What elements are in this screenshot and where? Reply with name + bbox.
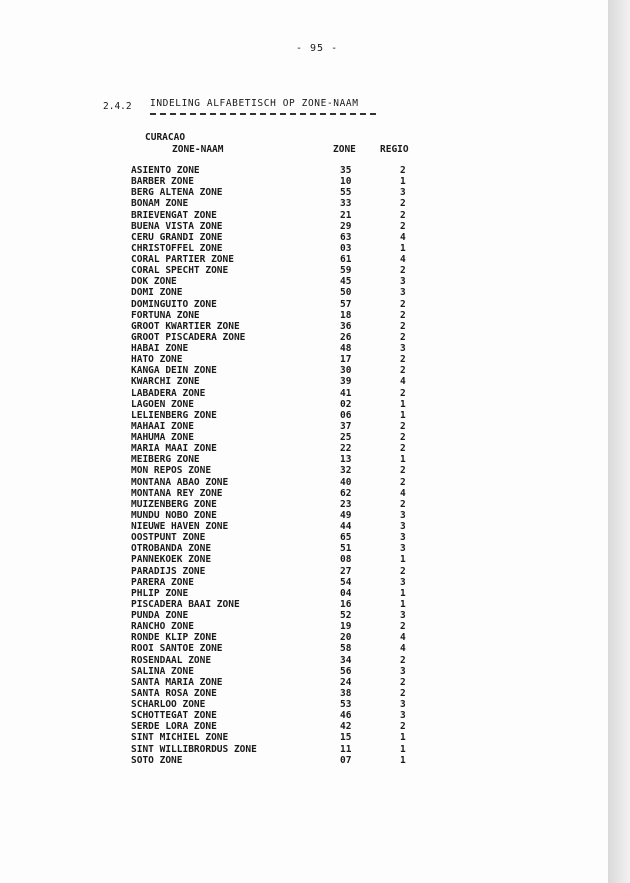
zone-name-cell: SINT WILLIBRORDUS ZONE xyxy=(131,743,257,755)
regio-cell: 1 xyxy=(400,398,406,410)
regio-cell: 2 xyxy=(400,298,406,310)
table-row xyxy=(0,165,608,176)
regio-cell: 4 xyxy=(400,231,406,243)
zone-name-cell: BARBER ZONE xyxy=(131,176,194,188)
zone-name-cell: PARADIJS ZONE xyxy=(131,565,206,577)
regio-cell: 3 xyxy=(400,699,406,710)
table-row xyxy=(0,198,608,209)
zone-name-cell: SANTA ROSA ZONE xyxy=(131,687,217,699)
zone-number-cell: 06 xyxy=(340,409,352,421)
regio-cell: 2 xyxy=(400,265,406,277)
zone-name-cell: PANNEKOEK ZONE xyxy=(131,554,212,566)
zone-number-cell: 24 xyxy=(340,676,352,688)
table-row xyxy=(0,376,608,387)
regio-cell: 4 xyxy=(400,254,406,265)
zone-number-cell: 44 xyxy=(340,521,352,532)
zone-number-cell: 62 xyxy=(340,487,352,499)
zone-number-cell: 17 xyxy=(340,354,352,366)
table-row xyxy=(0,287,608,298)
zone-table xyxy=(0,165,608,766)
zone-number-cell: 04 xyxy=(340,587,352,599)
regio-cell: 3 xyxy=(400,521,406,532)
zone-name-cell: BONAM ZONE xyxy=(131,198,189,210)
zone-name-cell: ROSENDAAL ZONE xyxy=(131,654,212,666)
zone-name-cell: SOTO ZONE xyxy=(131,754,183,766)
zone-name-cell: PUNDA ZONE xyxy=(131,610,189,621)
title-underline xyxy=(150,113,376,115)
column-header-zone: ZONE xyxy=(333,144,356,155)
zone-number-cell: 26 xyxy=(340,331,352,343)
table-row xyxy=(0,588,608,599)
zone-number-cell: 10 xyxy=(340,176,352,188)
zone-number-cell: 22 xyxy=(340,443,352,455)
zone-name-cell: MAHUMA ZONE xyxy=(131,432,194,443)
table-row xyxy=(0,543,608,554)
zone-number-cell: 41 xyxy=(340,387,352,399)
zone-name-cell: SANTA MARIA ZONE xyxy=(131,676,223,688)
zone-name-cell: MARIA MAAI ZONE xyxy=(131,443,217,455)
regio-cell: 2 xyxy=(400,721,406,733)
table-row xyxy=(0,666,608,677)
zone-name-cell: LELIENBERG ZONE xyxy=(131,409,217,421)
regio-cell: 1 xyxy=(400,754,406,766)
zone-number-cell: 38 xyxy=(340,687,352,699)
table-row xyxy=(0,443,608,454)
table-row xyxy=(0,699,608,710)
regio-cell: 2 xyxy=(400,676,406,688)
zone-number-cell: 07 xyxy=(340,754,352,766)
zone-number-cell: 53 xyxy=(340,699,352,710)
zone-name-cell: SALINA ZONE xyxy=(131,665,194,677)
table-row xyxy=(0,310,608,321)
table-row xyxy=(0,299,608,310)
regio-cell: 2 xyxy=(400,331,406,343)
regio-cell: 3 xyxy=(400,610,406,621)
table-row xyxy=(0,343,608,354)
table-row xyxy=(0,532,608,543)
column-header-zone-naam: ZONE-NAAM xyxy=(172,144,224,155)
zone-number-cell: 40 xyxy=(340,476,352,488)
zone-number-cell: 18 xyxy=(340,309,352,321)
table-row xyxy=(0,232,608,243)
zone-number-cell: 30 xyxy=(340,365,352,377)
table-row xyxy=(0,187,608,198)
table-row xyxy=(0,655,608,666)
table-row xyxy=(0,454,608,465)
zone-number-cell: 08 xyxy=(340,554,352,566)
table-row xyxy=(0,643,608,654)
zone-name-cell: GROOT KWARTIER ZONE xyxy=(131,320,240,332)
table-row xyxy=(0,577,608,588)
table-row xyxy=(0,688,608,699)
table-row xyxy=(0,210,608,221)
regio-cell: 1 xyxy=(400,732,406,744)
table-row xyxy=(0,621,608,632)
zone-name-cell: SINT MICHIEL ZONE xyxy=(131,732,229,744)
zone-number-cell: 23 xyxy=(340,498,352,510)
regio-cell: 2 xyxy=(400,320,406,332)
zone-number-cell: 33 xyxy=(340,198,352,210)
zone-number-cell: 36 xyxy=(340,320,352,332)
zone-name-cell: ROOI SANTOE ZONE xyxy=(131,643,223,655)
zone-name-cell: NIEUWE HAVEN ZONE xyxy=(131,521,229,532)
regio-cell: 2 xyxy=(400,354,406,366)
zone-number-cell: 46 xyxy=(340,710,352,722)
zone-number-cell: 49 xyxy=(340,509,352,521)
zone-number-cell: 03 xyxy=(340,242,352,254)
table-row xyxy=(0,354,608,365)
table-row xyxy=(0,721,608,732)
table-row xyxy=(0,566,608,577)
regio-cell: 3 xyxy=(400,665,406,677)
zone-name-cell: DOK ZONE xyxy=(131,276,177,288)
regio-cell: 4 xyxy=(400,487,406,499)
zone-number-cell: 56 xyxy=(340,665,352,677)
zone-number-cell: 59 xyxy=(340,265,352,277)
table-row xyxy=(0,276,608,287)
zone-name-cell: RONDE KLIP ZONE xyxy=(131,632,217,644)
zone-name-cell: KANGA DEIN ZONE xyxy=(131,365,217,377)
table-row xyxy=(0,176,608,187)
regio-cell: 2 xyxy=(400,687,406,699)
zone-name-cell: OTROBANDA ZONE xyxy=(131,543,212,555)
zone-number-cell: 58 xyxy=(340,643,352,655)
zone-name-cell: SERDE LORA ZONE xyxy=(131,721,217,733)
table-row xyxy=(0,410,608,421)
regio-cell: 1 xyxy=(400,454,406,466)
zone-number-cell: 27 xyxy=(340,565,352,577)
table-row xyxy=(0,221,608,232)
regio-cell: 3 xyxy=(400,532,406,544)
zone-number-cell: 37 xyxy=(340,420,352,432)
zone-name-cell: FORTUNA ZONE xyxy=(131,309,200,321)
zone-name-cell: HATO ZONE xyxy=(131,354,183,366)
zone-number-cell: 25 xyxy=(340,432,352,443)
table-row xyxy=(0,710,608,721)
zone-name-cell: CHRISTOFFEL ZONE xyxy=(131,242,223,254)
regio-cell: 1 xyxy=(400,176,406,188)
regio-cell: 1 xyxy=(400,409,406,421)
table-row xyxy=(0,554,608,565)
regio-cell: 3 xyxy=(400,710,406,722)
zone-number-cell: 51 xyxy=(340,543,352,555)
zone-number-cell: 32 xyxy=(340,465,352,477)
regio-cell: 2 xyxy=(400,387,406,399)
zone-name-cell: LAGOEN ZONE xyxy=(131,398,194,410)
regio-cell: 2 xyxy=(400,420,406,432)
table-row xyxy=(0,321,608,332)
zone-number-cell: 16 xyxy=(340,598,352,610)
table-row xyxy=(0,432,608,443)
zone-name-cell: PISCADERA BAAI ZONE xyxy=(131,598,240,610)
region-name: CURACAO xyxy=(145,132,186,143)
regio-cell: 2 xyxy=(400,465,406,477)
table-row xyxy=(0,521,608,532)
page-number: - 95 - xyxy=(296,43,339,54)
zone-number-cell: 02 xyxy=(340,398,352,410)
zone-number-cell: 15 xyxy=(340,732,352,744)
regio-cell: 3 xyxy=(400,343,406,354)
zone-name-cell: BRIEVENGAT ZONE xyxy=(131,209,217,221)
zone-name-cell: CERU GRANDI ZONE xyxy=(131,231,223,243)
regio-cell: 2 xyxy=(400,432,406,443)
page-edge xyxy=(608,0,630,883)
regio-cell: 2 xyxy=(400,309,406,321)
zone-number-cell: 61 xyxy=(340,254,352,265)
zone-name-cell: BUENA VISTA ZONE xyxy=(131,220,223,232)
zone-name-cell: RANCHO ZONE xyxy=(131,621,194,633)
regio-cell: 2 xyxy=(400,365,406,377)
regio-cell: 1 xyxy=(400,587,406,599)
regio-cell: 3 xyxy=(400,543,406,555)
table-row xyxy=(0,254,608,265)
table-row xyxy=(0,755,608,766)
zone-name-cell: PARERA ZONE xyxy=(131,576,194,588)
table-row xyxy=(0,732,608,743)
zone-name-cell: ASIENTO ZONE xyxy=(131,165,200,176)
zone-number-cell: 45 xyxy=(340,276,352,288)
regio-cell: 4 xyxy=(400,376,406,388)
zone-name-cell: LABADERA ZONE xyxy=(131,387,206,399)
zone-name-cell: DOMI ZONE xyxy=(131,287,183,299)
zone-name-cell: KWARCHI ZONE xyxy=(131,376,200,388)
regio-cell: 3 xyxy=(400,576,406,588)
zone-name-cell: SCHOTTEGAT ZONE xyxy=(131,710,217,722)
zone-name-cell: MUIZENBERG ZONE xyxy=(131,498,217,510)
regio-cell: 2 xyxy=(400,165,406,176)
zone-number-cell: 20 xyxy=(340,632,352,644)
table-row xyxy=(0,599,608,610)
zone-name-cell: GROOT PISCADERA ZONE xyxy=(131,331,246,343)
table-row xyxy=(0,510,608,521)
regio-cell: 2 xyxy=(400,198,406,210)
table-row xyxy=(0,365,608,376)
zone-number-cell: 13 xyxy=(340,454,352,466)
regio-cell: 2 xyxy=(400,654,406,666)
table-row xyxy=(0,388,608,399)
zone-name-cell: MEIBERG ZONE xyxy=(131,454,200,466)
regio-cell: 2 xyxy=(400,621,406,633)
zone-name-cell: MONTANA REY ZONE xyxy=(131,487,223,499)
regio-cell: 3 xyxy=(400,276,406,288)
zone-name-cell: PHLIP ZONE xyxy=(131,587,189,599)
regio-cell: 1 xyxy=(400,743,406,755)
table-row xyxy=(0,243,608,254)
zone-number-cell: 50 xyxy=(340,287,352,299)
zone-number-cell: 34 xyxy=(340,654,352,666)
table-row xyxy=(0,499,608,510)
zone-name-cell: CORAL PARTIER ZONE xyxy=(131,254,234,265)
zone-name-cell: MAHAAI ZONE xyxy=(131,420,194,432)
zone-name-cell: OOSTPUNT ZONE xyxy=(131,532,206,544)
regio-cell: 2 xyxy=(400,443,406,455)
zone-number-cell: 57 xyxy=(340,298,352,310)
zone-number-cell: 63 xyxy=(340,231,352,243)
zone-number-cell: 54 xyxy=(340,576,352,588)
zone-name-cell: CORAL SPECHT ZONE xyxy=(131,265,229,277)
column-header-regio: REGIO xyxy=(380,144,409,155)
zone-number-cell: 39 xyxy=(340,376,352,388)
table-row xyxy=(0,332,608,343)
zone-number-cell: 52 xyxy=(340,610,352,621)
zone-number-cell: 48 xyxy=(340,343,352,354)
zone-name-cell: SCHARLOO ZONE xyxy=(131,699,206,710)
regio-cell: 4 xyxy=(400,643,406,655)
regio-cell: 3 xyxy=(400,509,406,521)
zone-number-cell: 21 xyxy=(340,209,352,221)
table-row xyxy=(0,744,608,755)
table-row xyxy=(0,421,608,432)
zone-name-cell: MONTANA ABAO ZONE xyxy=(131,476,229,488)
zone-number-cell: 19 xyxy=(340,621,352,633)
zone-number-cell: 11 xyxy=(340,743,352,755)
regio-cell: 3 xyxy=(400,287,406,299)
zone-number-cell: 65 xyxy=(340,532,352,544)
section-title: INDELING ALFABETISCH OP ZONE-NAAM xyxy=(150,98,359,109)
zone-number-cell: 55 xyxy=(340,187,352,199)
regio-cell: 2 xyxy=(400,476,406,488)
table-row xyxy=(0,632,608,643)
zone-name-cell: MON REPOS ZONE xyxy=(131,465,212,477)
table-row xyxy=(0,477,608,488)
section-number: 2.4.2 xyxy=(103,101,132,112)
regio-cell: 2 xyxy=(400,498,406,510)
zone-name-cell: DOMINGUITO ZONE xyxy=(131,298,217,310)
table-row xyxy=(0,677,608,688)
zone-name-cell: HABAI ZONE xyxy=(131,343,189,354)
regio-cell: 2 xyxy=(400,565,406,577)
regio-cell: 3 xyxy=(400,187,406,199)
regio-cell: 1 xyxy=(400,598,406,610)
regio-cell: 2 xyxy=(400,220,406,232)
table-row xyxy=(0,265,608,276)
zone-number-cell: 35 xyxy=(340,165,352,176)
zone-name-cell: BERG ALTENA ZONE xyxy=(131,187,223,199)
table-row xyxy=(0,488,608,499)
table-row xyxy=(0,399,608,410)
regio-cell: 2 xyxy=(400,209,406,221)
regio-cell: 1 xyxy=(400,554,406,566)
zone-number-cell: 42 xyxy=(340,721,352,733)
table-row xyxy=(0,610,608,621)
regio-cell: 4 xyxy=(400,632,406,644)
table-row xyxy=(0,465,608,476)
zone-number-cell: 29 xyxy=(340,220,352,232)
zone-name-cell: MUNDU NOBO ZONE xyxy=(131,509,217,521)
regio-cell: 1 xyxy=(400,242,406,254)
